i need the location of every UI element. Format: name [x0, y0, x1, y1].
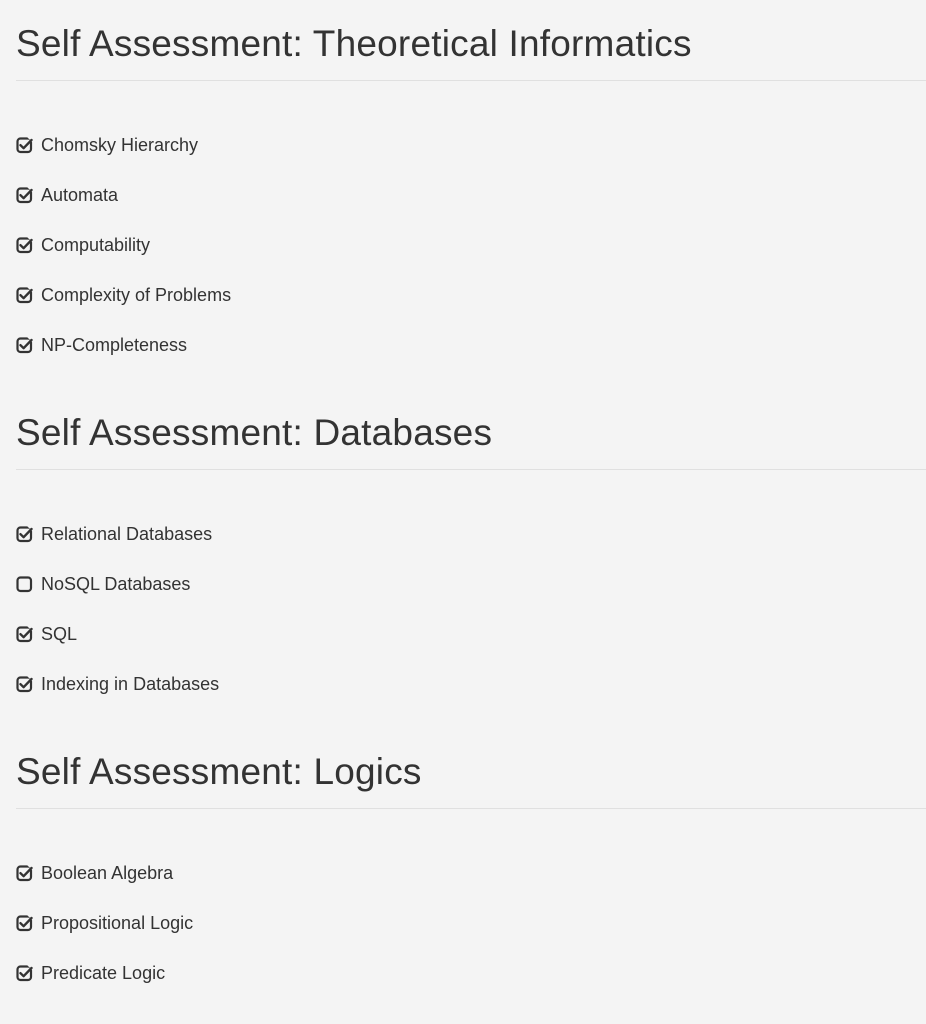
assessment-item-label: Automata — [41, 185, 119, 205]
checked-checkbox-icon[interactable] — [16, 676, 33, 693]
checked-checkbox-icon[interactable] — [16, 137, 33, 154]
checked-checkbox-icon[interactable] — [16, 626, 33, 643]
assessment-list — [16, 861, 926, 985]
assessment-item-label: Chomsky Hierarchy — [41, 135, 199, 155]
checked-checkbox-icon[interactable] — [16, 337, 33, 354]
assessment-item-label: Complexity of Problems — [41, 285, 232, 305]
assessment-item-label: SQL — [41, 624, 78, 644]
assessment-item-nosql-databases[interactable] — [16, 572, 926, 596]
assessment-item-boolean-algebra[interactable] — [16, 861, 926, 885]
section-logics — [16, 746, 926, 1011]
assessment-item-relational-databases[interactable] — [16, 522, 926, 546]
assessment-item-complexity-of-problems[interactable] — [16, 283, 926, 307]
assessment-item-label: Boolean Algebra — [41, 863, 174, 883]
assessment-item-label: NoSQL Databases — [41, 574, 191, 594]
section-divider — [16, 469, 926, 470]
assessment-item-label: Relational Databases — [41, 524, 213, 544]
section-title: Self Assessment: Logics — [16, 751, 422, 792]
assessment-item-automata[interactable] — [16, 183, 926, 207]
assessment-item-label: Computability — [41, 235, 151, 255]
assessment-item-label: NP-Completeness — [41, 335, 188, 355]
checked-checkbox-icon[interactable] — [16, 237, 33, 254]
section-title: Self Assessment: Databases — [16, 412, 493, 453]
assessment-list — [16, 133, 926, 357]
section-databases — [16, 407, 926, 722]
section-divider — [16, 808, 926, 809]
checked-checkbox-icon[interactable] — [16, 965, 33, 982]
checked-checkbox-icon[interactable] — [16, 526, 33, 543]
section-title: Self Assessment: Theoretical Informatics — [16, 23, 692, 64]
assessment-item-sql[interactable] — [16, 622, 926, 646]
empty-checkbox-icon[interactable] — [16, 576, 33, 593]
assessment-item-label: Indexing in Databases — [41, 674, 220, 694]
assessment-item-propositional-logic[interactable] — [16, 911, 926, 935]
section-divider — [16, 80, 926, 81]
assessment-item-computability[interactable] — [16, 233, 926, 257]
assessment-list — [16, 522, 926, 696]
checked-checkbox-icon[interactable] — [16, 187, 33, 204]
checked-checkbox-icon[interactable] — [16, 287, 33, 304]
checked-checkbox-icon[interactable] — [16, 865, 33, 882]
assessment-item-label: Predicate Logic — [41, 963, 166, 983]
assessment-item-predicate-logic[interactable] — [16, 961, 926, 985]
assessment-item-label: Propositional Logic — [41, 913, 194, 933]
assessment-item-np-completeness[interactable] — [16, 333, 926, 357]
assessment-item-indexing-in-databases[interactable] — [16, 672, 926, 696]
checked-checkbox-icon[interactable] — [16, 915, 33, 932]
assessment-item-chomsky-hierarchy[interactable] — [16, 133, 926, 157]
section-theoretical-informatics — [16, 18, 926, 383]
